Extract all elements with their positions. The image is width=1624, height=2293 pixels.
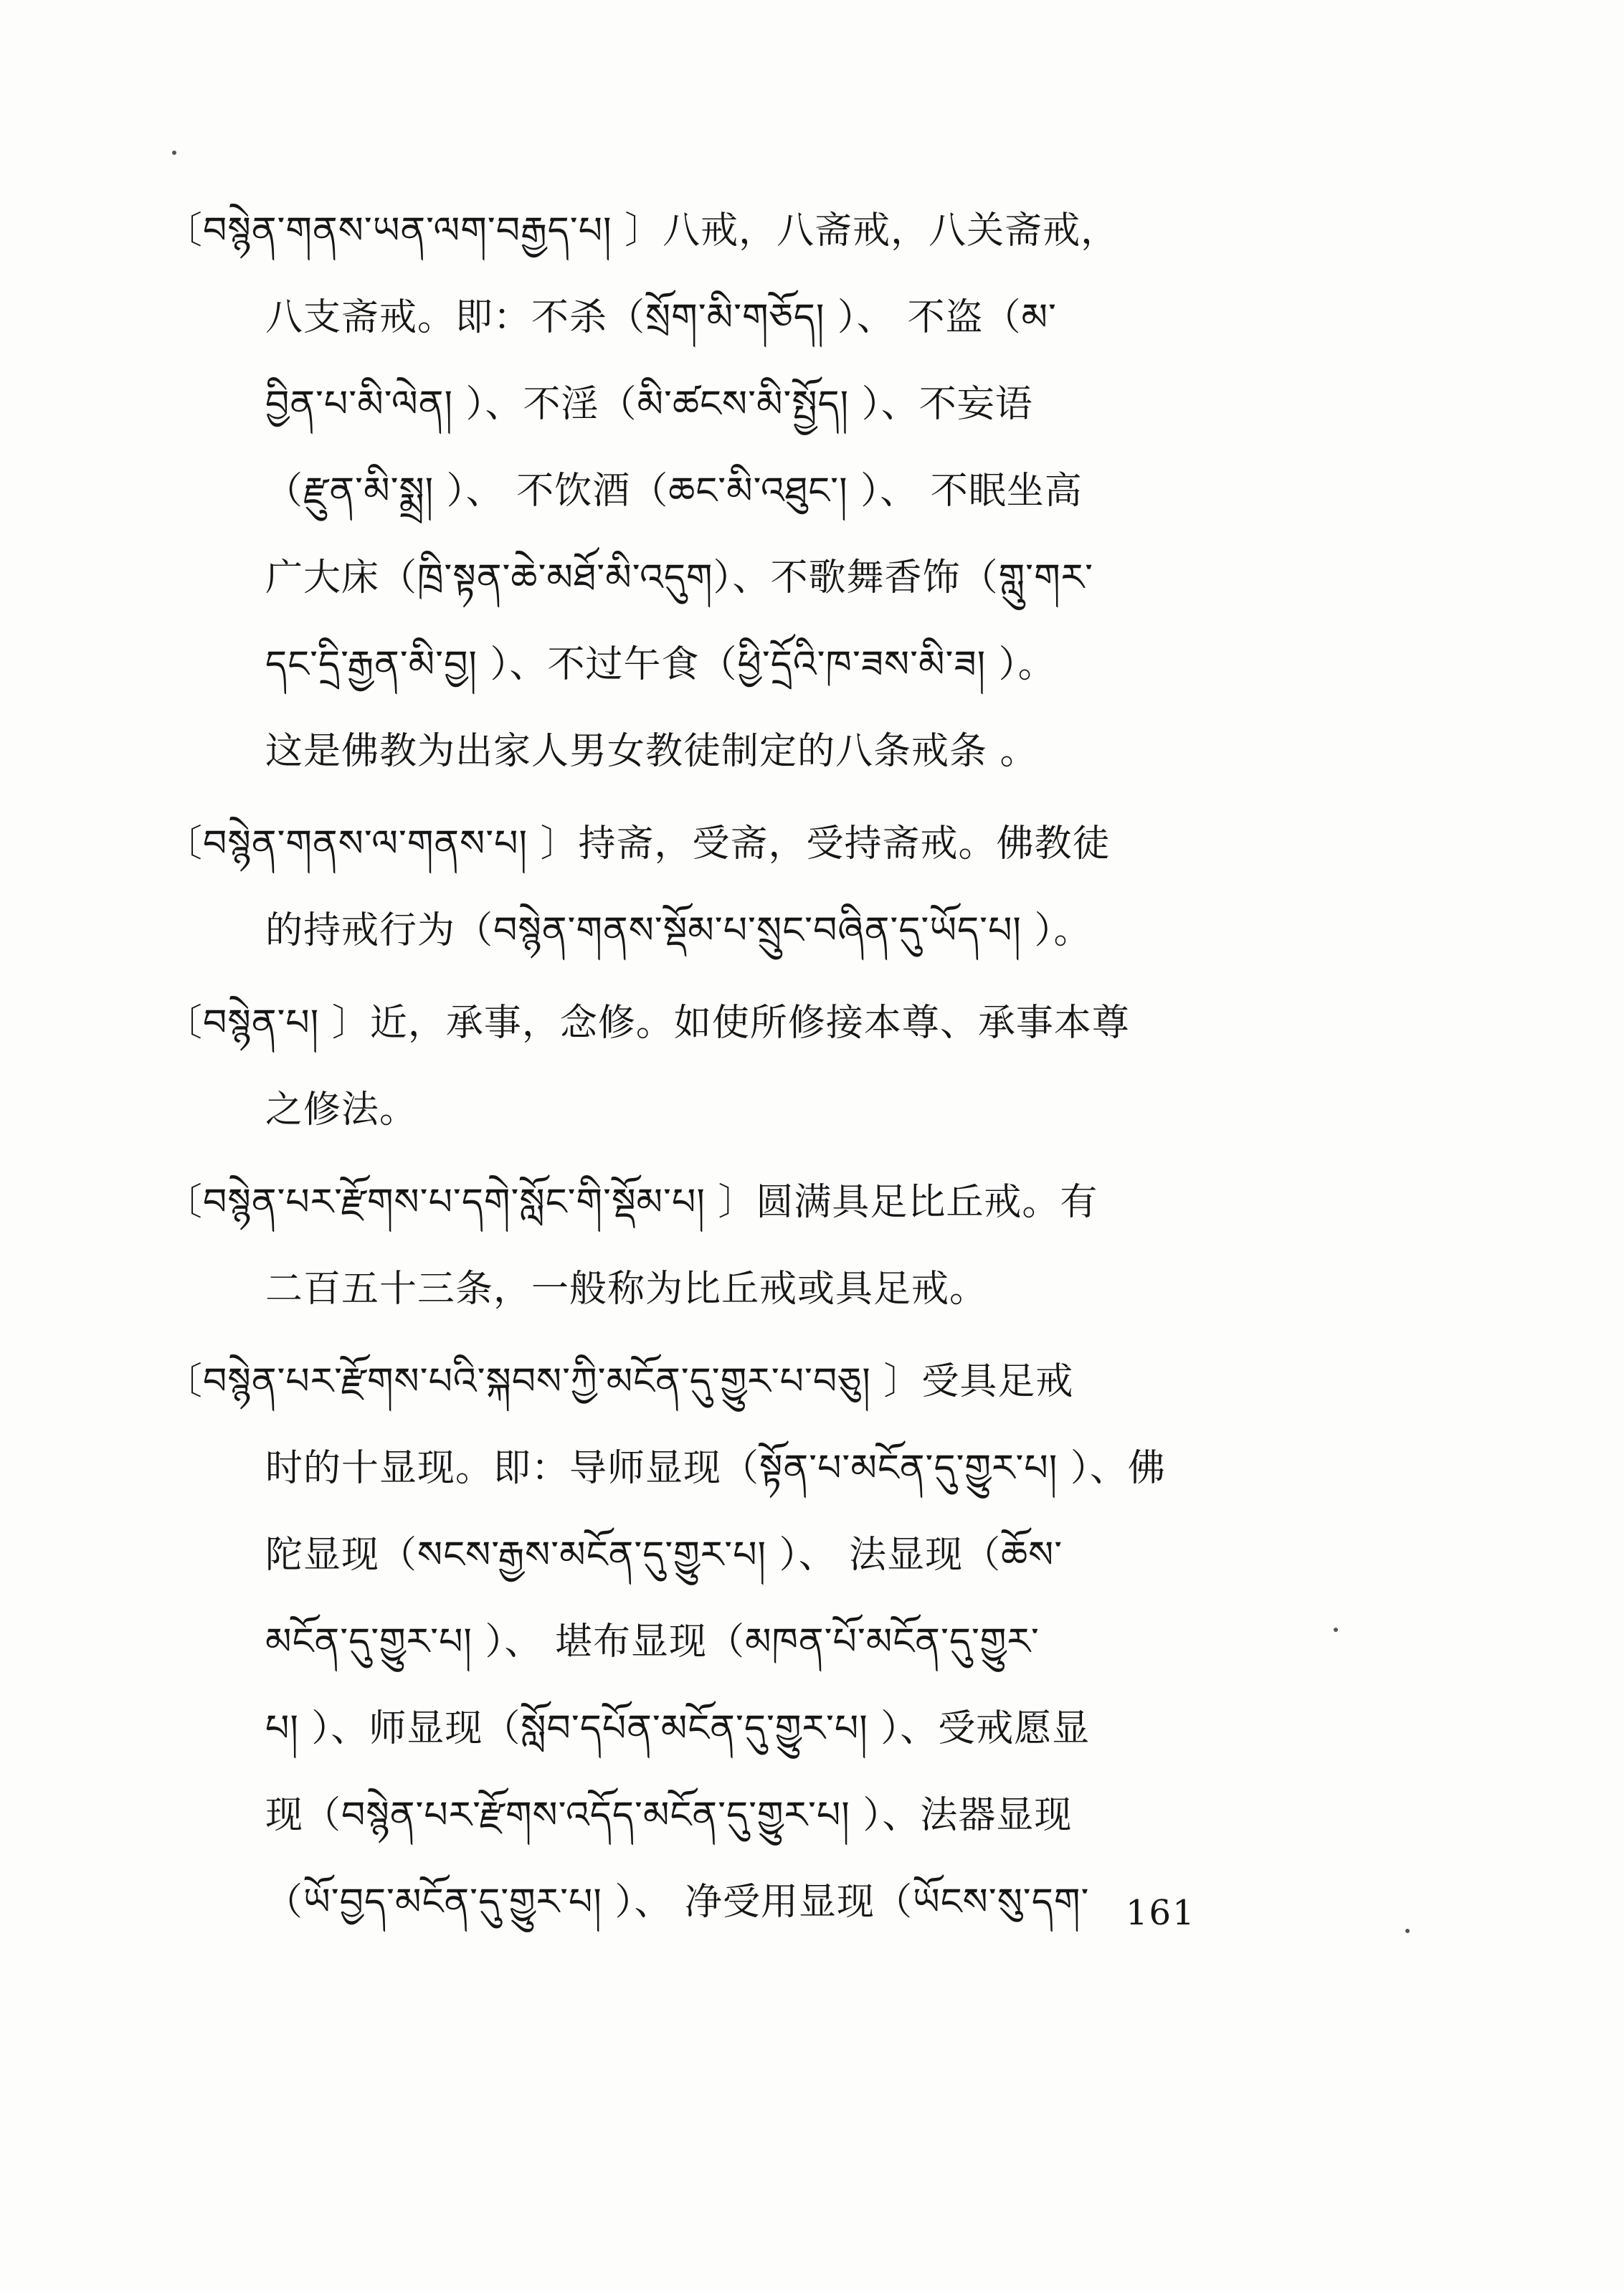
entry-line: 〔བསྙེན་གནས་ལ་གནས་པ། 〕持斋，受斋，受持斋戒。佛教徒 (165, 822, 1111, 865)
entry-line: པ། ）、师显现（སློབ་དཔོན་མངོན་དུ་གྱུར་པ། ）、受戒愿显 (265, 1707, 1091, 1750)
entry-line: མངོན་དུ་གྱུར་པ། ）、 堪布显现（མཁན་པོ་མངོན་དུ་གྱུར་ (265, 1620, 1040, 1663)
entry-line: 现（བསྙེན་པར་རྫོགས་འདོད་མངོན་དུ་གྱུར་པ། ）、法器显现 (265, 1794, 1073, 1837)
entry-line: （རྫུན་མི་སྨྲ། ）、 不饮酒（ཆང་མི་འཐུང་། ）、 不眠坐高 (265, 470, 1083, 513)
print-speck (1405, 1929, 1410, 1933)
page-number: 161 (1126, 1893, 1196, 1933)
print-speck (1334, 1628, 1338, 1632)
entry-line: 〔བསྙེན་པ། 〕近，承事，念修。如使所修接本尊、承事本尊 (165, 1002, 1130, 1045)
entry-ten-manifestations (165, 1339, 1262, 1946)
entry-line: 二百五十三条，一般称为比丘戒或具足戒。 (265, 1268, 988, 1311)
entry-eight-precepts (165, 188, 1262, 795)
entry-line: 八支斋戒。即：不杀（སྲོག་མི་གཅོད། ）、 不盗（མ་ (265, 296, 1057, 339)
dictionary-entries (165, 188, 1262, 1952)
entry-line: 时的十显现。即：导师显现（སྟོན་པ་མངོན་དུ་གྱུར་པ། ）、佛 (265, 1447, 1166, 1490)
entry-keeping-fast (165, 801, 1262, 974)
entry-line: 〔བསྙེན་པར་རྫོགས་པའི་སྐབས་ཀྱི་མངོན་དུ་གྱུར་པ་བཅུ། 〕受具足戒 (165, 1360, 1074, 1403)
entry-line: 〔བསྙེན་པར་རྫོགས་པ་དགེ་སློང་གི་སྡོམ་པ། 〕圆满具足比丘戒。有 (165, 1181, 1098, 1224)
entry-full-ordination (165, 1159, 1262, 1333)
entry-line: བྱིན་པ་མི་ལེན། ）、不淫（མི་ཚངས་མི་སྤྱོད། ）、不妄语 (265, 383, 1033, 426)
entry-approach (165, 980, 1262, 1154)
entry-line: དང་དྲི་རྒྱན་མི་བྱ། ）、不过午食（ཕྱི་དྲོའི་ཁ་ཟས་མི་ཟ། ）。 (265, 643, 1056, 686)
entry-line: （ཡོ་བྱད་མངོན་དུ་གྱུར་པ། ）、 净受用显现（ཡོངས་སུ་དག་ (265, 1881, 1090, 1924)
entry-line: 广大床（ཁྲི་སྟན་ཆེ་མཐོ་མི་འདུག）、不歌舞香饰（གླུ་གར་ (265, 556, 1093, 599)
entry-line: 〔བསྙེན་གནས་ཡན་ལག་བརྒྱད་པ། 〕八戒，八斋戒，八关斋戒， (165, 209, 1119, 252)
print-speck (172, 151, 176, 155)
entry-line: 陀显现（སངས་རྒྱས་མངོན་དུ་གྱུར་པ། ）、 法显现（ཆོས་ (265, 1534, 1063, 1577)
entry-line: 之修法。 (265, 1088, 418, 1131)
entry-line: 这是佛教为出家人男女教徒制定的八条戒条 。 (265, 730, 1038, 773)
entry-line: 的持戒行为（བསྙེན་གནས་སྡོམ་པ་སྲུང་བཞིན་དུ་ཡོད་པ། ）。 (265, 909, 1092, 952)
